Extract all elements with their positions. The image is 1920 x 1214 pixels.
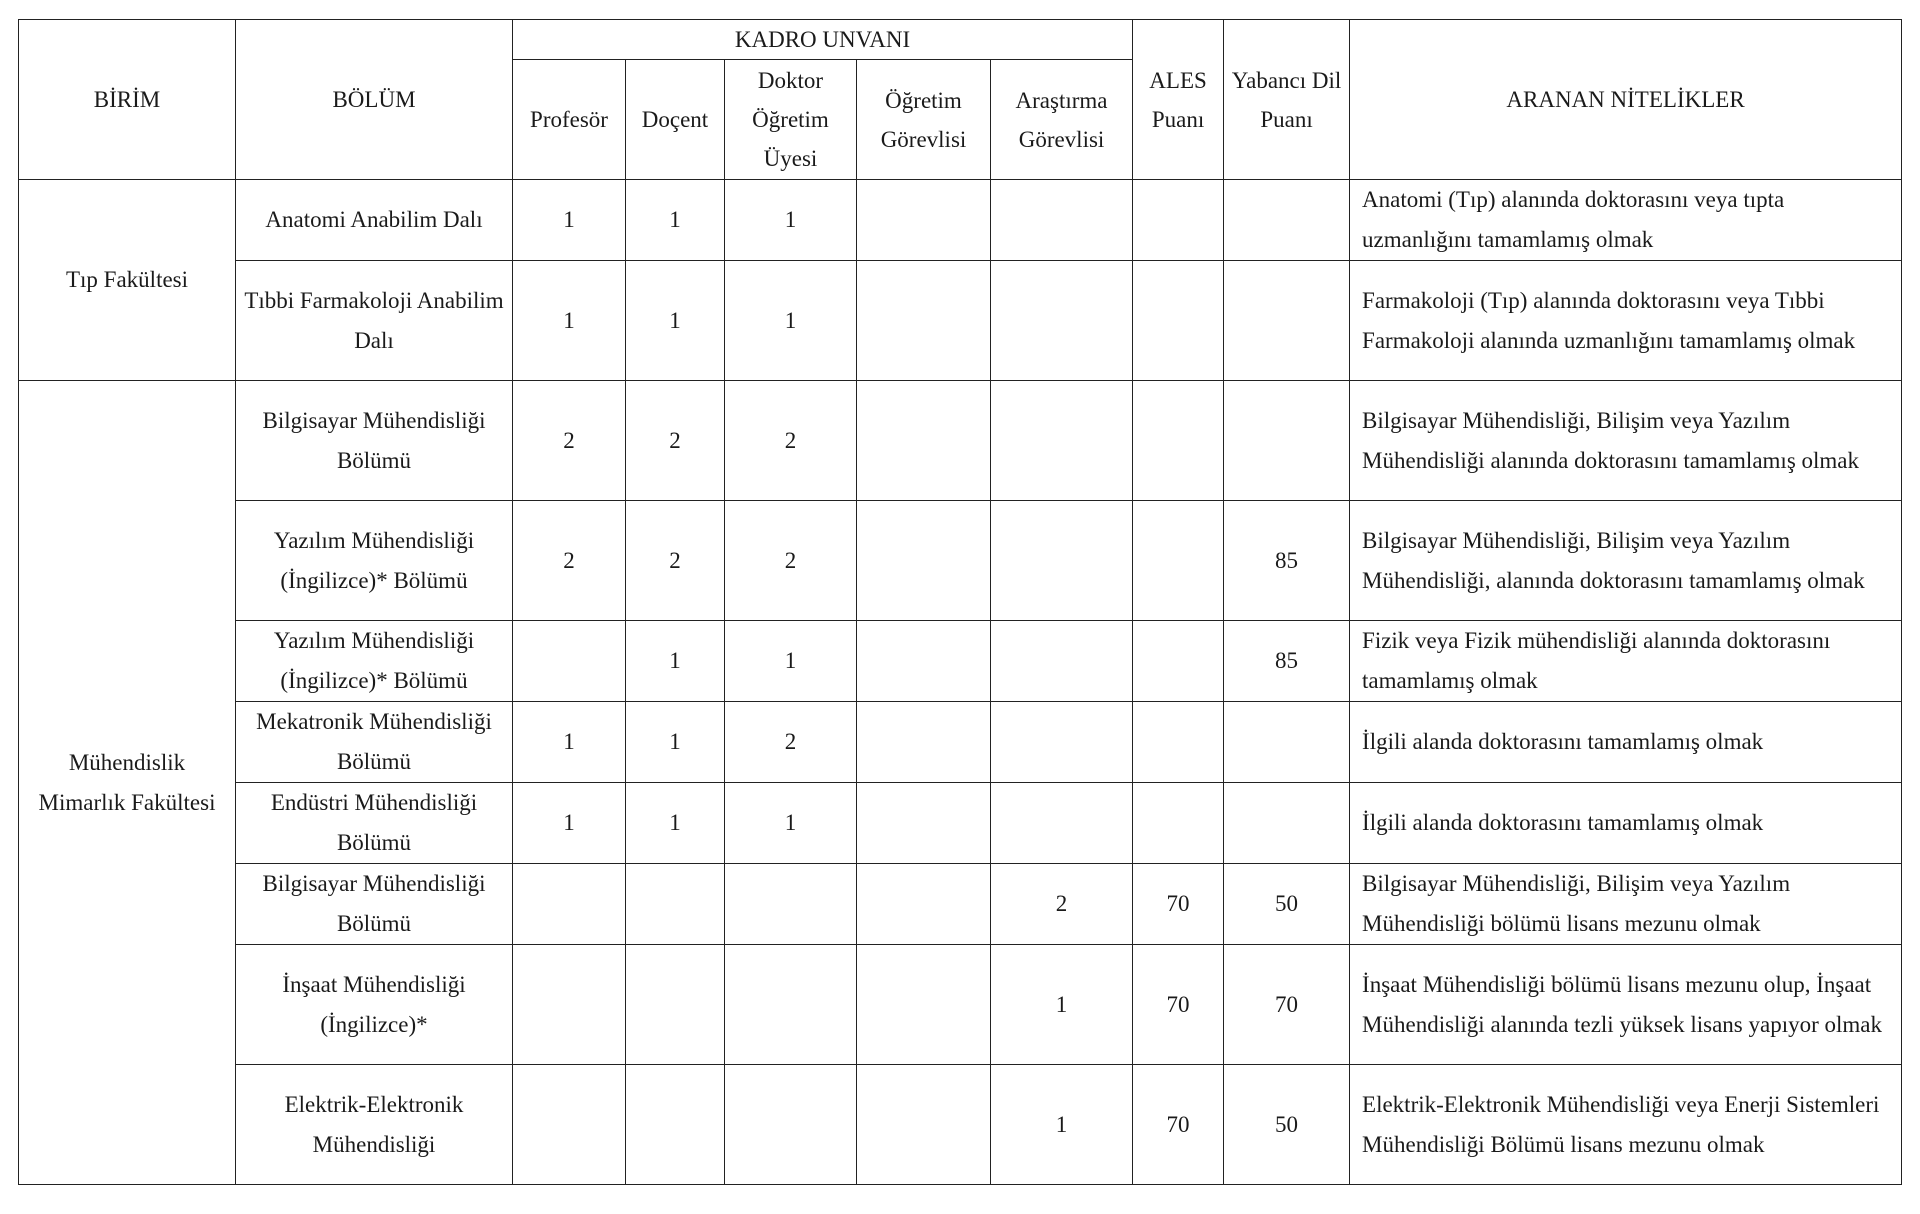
birim-cell: Tıp Fakültesi — [19, 180, 236, 381]
ales-cell: 70 — [1133, 1065, 1224, 1185]
bolum-cell: Bilgisayar Mühendisliği Bölümü — [236, 381, 513, 501]
docent-cell: 2 — [626, 381, 725, 501]
nitelik-cell: Fizik veya Fizik mühendisliği alanında doktorasını tamamlamış olmak — [1350, 621, 1902, 702]
profesor-cell: 1 — [513, 702, 626, 783]
nitelik-cell: İnşaat Mühendisliği bölümü lisans mezunu olup, İnşaat Mühendisliği alanında tezli yüksek lisans yapıyor olmak — [1350, 945, 1902, 1065]
profesor-cell: 2 — [513, 381, 626, 501]
yabanci-dil-cell: 50 — [1224, 864, 1350, 945]
ales-cell — [1133, 783, 1224, 864]
bolum-cell: Anatomi Anabilim Dalı — [236, 180, 513, 261]
table-body — [19, 180, 1902, 1185]
docent-cell: 1 — [626, 180, 725, 261]
header-arastirma-gorevlisi: Araştırma Görevlisi — [991, 60, 1133, 180]
bolum-cell: İnşaat Mühendisliği (İngilizce)* — [236, 945, 513, 1065]
bolum-cell: Tıbbi Farmakoloji Anabilim Dalı — [236, 261, 513, 381]
docent-cell — [626, 864, 725, 945]
table-row — [19, 945, 1902, 1065]
docent-cell: 1 — [626, 621, 725, 702]
ogr-gorevlisi-cell — [857, 261, 991, 381]
table-row — [19, 783, 1902, 864]
table-row — [19, 864, 1902, 945]
ales-cell — [1133, 501, 1224, 621]
yabanci-dil-cell — [1224, 261, 1350, 381]
table-row — [19, 180, 1902, 261]
header-birim: BİRİM — [19, 20, 236, 180]
header-yabanci-dil-puani: Yabancı Dil Puanı — [1224, 20, 1350, 180]
table-row — [19, 381, 1902, 501]
profesor-cell: 1 — [513, 180, 626, 261]
ales-cell: 70 — [1133, 945, 1224, 1065]
dr-ogr-uyesi-cell — [725, 864, 857, 945]
ars-gorevlisi-cell — [991, 261, 1133, 381]
table-header — [19, 20, 1902, 180]
docent-cell — [626, 945, 725, 1065]
docent-cell: 1 — [626, 783, 725, 864]
dr-ogr-uyesi-cell: 2 — [725, 381, 857, 501]
ales-cell — [1133, 261, 1224, 381]
dr-ogr-uyesi-cell: 1 — [725, 783, 857, 864]
yabanci-dil-cell — [1224, 783, 1350, 864]
nitelik-cell: Bilgisayar Mühendisliği, Bilişim veya Yazılım Mühendisliği alanında doktorasını tamamlamış olmak — [1350, 381, 1902, 501]
ars-gorevlisi-cell — [991, 702, 1133, 783]
docent-cell: 1 — [626, 702, 725, 783]
ogr-gorevlisi-cell — [857, 621, 991, 702]
nitelik-cell: İlgili alanda doktorasını tamamlamış olmak — [1350, 702, 1902, 783]
yabanci-dil-cell: 50 — [1224, 1065, 1350, 1185]
yabanci-dil-cell: 85 — [1224, 621, 1350, 702]
profesor-cell: 2 — [513, 501, 626, 621]
ales-cell — [1133, 381, 1224, 501]
profesor-cell: 1 — [513, 783, 626, 864]
bolum-cell: Elektrik-Elektronik Mühendisliği — [236, 1065, 513, 1185]
ars-gorevlisi-cell — [991, 501, 1133, 621]
profesor-cell — [513, 1065, 626, 1185]
ales-cell — [1133, 702, 1224, 783]
table-row — [19, 501, 1902, 621]
profesor-cell — [513, 864, 626, 945]
nitelik-cell: Bilgisayar Mühendisliği, Bilişim veya Yazılım Mühendisliği bölümü lisans mezunu olmak — [1350, 864, 1902, 945]
nitelik-cell: Elektrik-Elektronik Mühendisliği veya Enerji Sistemleri Mühendisliği Bölümü lisans mezunu olmak — [1350, 1065, 1902, 1185]
dr-ogr-uyesi-cell: 2 — [725, 702, 857, 783]
nitelik-cell: Bilgisayar Mühendisliği, Bilişim veya Yazılım Mühendisliği, alanında doktorasını tamamlamış olmak — [1350, 501, 1902, 621]
ogr-gorevlisi-cell — [857, 381, 991, 501]
bolum-cell: Yazılım Mühendisliği (İngilizce)* Bölümü — [236, 621, 513, 702]
table-row — [19, 261, 1902, 381]
dr-ogr-uyesi-cell — [725, 1065, 857, 1185]
docent-cell: 2 — [626, 501, 725, 621]
ars-gorevlisi-cell — [991, 180, 1133, 261]
yabanci-dil-cell: 85 — [1224, 501, 1350, 621]
ogr-gorevlisi-cell — [857, 180, 991, 261]
dr-ogr-uyesi-cell — [725, 945, 857, 1065]
yabanci-dil-cell — [1224, 381, 1350, 501]
table-row — [19, 1065, 1902, 1185]
yabanci-dil-cell — [1224, 180, 1350, 261]
ogr-gorevlisi-cell — [857, 1065, 991, 1185]
header-bolum: BÖLÜM — [236, 20, 513, 180]
docent-cell — [626, 1065, 725, 1185]
bolum-cell: Bilgisayar Mühendisliği Bölümü — [236, 864, 513, 945]
table-row — [19, 621, 1902, 702]
dr-ogr-uyesi-cell: 1 — [725, 621, 857, 702]
faculty-position-table — [18, 19, 1902, 1185]
docent-cell: 1 — [626, 261, 725, 381]
dr-ogr-uyesi-cell: 2 — [725, 501, 857, 621]
profesor-cell — [513, 945, 626, 1065]
bolum-cell: Yazılım Mühendisliği (İngilizce)* Bölümü — [236, 501, 513, 621]
ars-gorevlisi-cell: 1 — [991, 1065, 1133, 1185]
ars-gorevlisi-cell: 1 — [991, 945, 1133, 1065]
bolum-cell: Endüstri Mühendisliği Bölümü — [236, 783, 513, 864]
ars-gorevlisi-cell — [991, 621, 1133, 702]
yabanci-dil-cell — [1224, 702, 1350, 783]
birim-cell: Mühendislik Mimarlık Fakültesi — [19, 381, 236, 1185]
profesor-cell: 1 — [513, 261, 626, 381]
profesor-cell — [513, 621, 626, 702]
ogr-gorevlisi-cell — [857, 945, 991, 1065]
header-ales-puani: ALES Puanı — [1133, 20, 1224, 180]
bolum-cell: Mekatronik Mühendisliği Bölümü — [236, 702, 513, 783]
header-docent: Doçent — [626, 60, 725, 180]
ars-gorevlisi-cell — [991, 381, 1133, 501]
ales-cell — [1133, 180, 1224, 261]
ales-cell: 70 — [1133, 864, 1224, 945]
nitelik-cell: Farmakoloji (Tıp) alanında doktorasını veya Tıbbi Farmakoloji alanında uzmanlığını tamamlamış olmak — [1350, 261, 1902, 381]
nitelik-cell: Anatomi (Tıp) alanında doktorasını veya tıpta uzmanlığını tamamlamış olmak — [1350, 180, 1902, 261]
header-aranan-nitelikler: ARANAN NİTELİKLER — [1350, 20, 1902, 180]
ogr-gorevlisi-cell — [857, 501, 991, 621]
ogr-gorevlisi-cell — [857, 702, 991, 783]
header-doktor-ogretim-uyesi: Doktor Öğretim Üyesi — [725, 60, 857, 180]
ars-gorevlisi-cell — [991, 783, 1133, 864]
header-ogretim-gorevlisi: Öğretim Görevlisi — [857, 60, 991, 180]
table-row — [19, 702, 1902, 783]
ales-cell — [1133, 621, 1224, 702]
dr-ogr-uyesi-cell: 1 — [725, 261, 857, 381]
yabanci-dil-cell: 70 — [1224, 945, 1350, 1065]
header-profesor: Profesör — [513, 60, 626, 180]
ogr-gorevlisi-cell — [857, 864, 991, 945]
ars-gorevlisi-cell: 2 — [991, 864, 1133, 945]
nitelik-cell: İlgili alanda doktorasını tamamlamış olmak — [1350, 783, 1902, 864]
dr-ogr-uyesi-cell: 1 — [725, 180, 857, 261]
ogr-gorevlisi-cell — [857, 783, 991, 864]
header-kadro-unvani: KADRO UNVANI — [513, 20, 1133, 60]
